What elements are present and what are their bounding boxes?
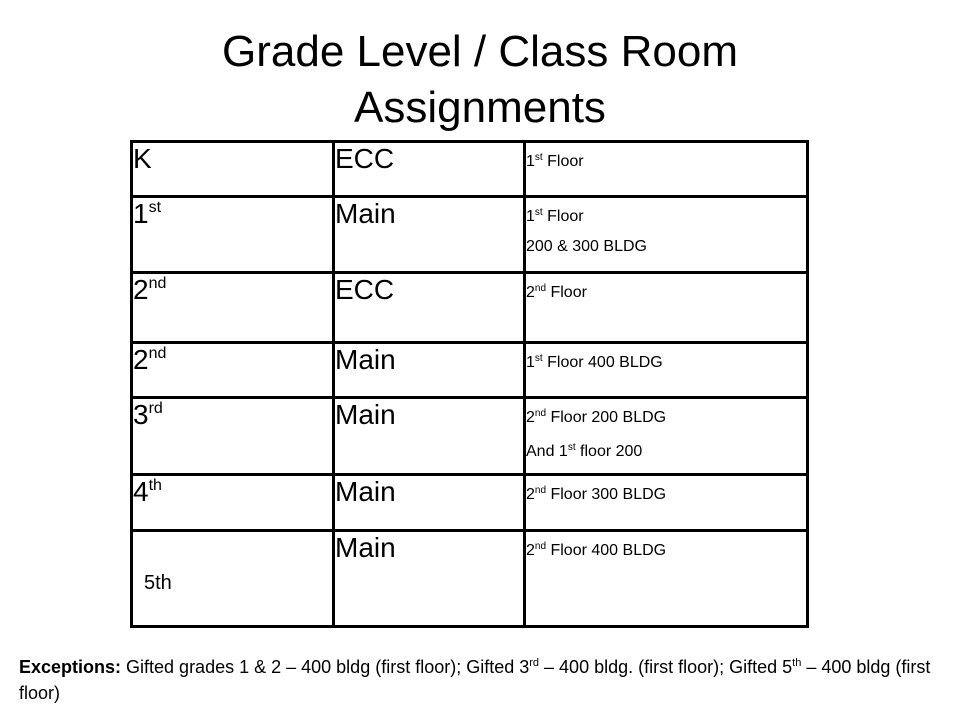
building-cell (334, 197, 525, 273)
building-cell (334, 142, 525, 197)
building-text: Main (335, 532, 396, 563)
table-row (132, 531, 808, 627)
location-cell (525, 197, 808, 273)
grade-cell (132, 531, 334, 627)
grade-cell (132, 142, 334, 197)
page-title (0, 24, 960, 136)
location-cell (525, 398, 808, 475)
location-line: 2nd Floor 300 BLDG (526, 485, 667, 503)
grade-text: 2 (133, 344, 149, 375)
building-text: Main (335, 399, 396, 430)
table-row (132, 142, 808, 197)
location-line: 2nd Floor 400 BLDG (526, 541, 667, 559)
title-line-1: Grade Level / Class Room (222, 27, 738, 76)
building-text: ECC (335, 143, 395, 174)
location-cell (525, 531, 808, 627)
exceptions-label: Exceptions: (19, 657, 122, 677)
table-row (132, 475, 808, 531)
building-text: Main (335, 476, 396, 507)
grade-text: 3 (133, 399, 149, 430)
building-text: Main (335, 198, 396, 229)
grade-text: 1 (133, 198, 149, 229)
grade-text: K (133, 143, 152, 174)
grade-cell (132, 273, 334, 343)
grade-text: 2 (133, 274, 149, 305)
grade-text: 5th (144, 572, 172, 594)
location-cell (525, 142, 808, 197)
exceptions-note: Exceptions: Gifted grades 1 & 2 – 400 bldg (first floor); Gifted 3rd – 400 bldg. (first floor); Gifted 5th – 400 bldg (first floor) (19, 657, 931, 703)
grade-cell (132, 398, 334, 475)
building-cell (334, 475, 525, 531)
grade-suffix: st (148, 199, 162, 216)
location-line: 1st Floor (526, 152, 584, 170)
grade-cell (132, 197, 334, 273)
location-cell (525, 343, 808, 398)
location-line: 1st Floor 400 BLDG (526, 353, 663, 371)
table-row (132, 343, 808, 398)
grade-text: 4 (133, 476, 149, 507)
location-cell (525, 273, 808, 343)
assignments-table (130, 140, 809, 628)
building-cell (334, 398, 525, 475)
grade-cell (132, 475, 334, 531)
grade-suffix: th (148, 477, 162, 494)
building-cell (334, 343, 525, 398)
table-row (132, 398, 808, 475)
building-cell (334, 273, 525, 343)
table-row (132, 273, 808, 343)
table-row (132, 197, 808, 273)
location-line: 2nd Floor 200 BLDG (526, 408, 667, 426)
title-line-2: Assignments (354, 83, 606, 132)
location-line: And 1st floor 200 (526, 442, 643, 460)
grade-suffix: nd (148, 275, 167, 292)
grade-suffix: nd (148, 345, 167, 362)
building-cell (334, 531, 525, 627)
location-line: 200 & 300 BLDG (526, 238, 647, 255)
location-cell (525, 475, 808, 531)
building-text: ECC (335, 274, 395, 305)
grade-cell (132, 343, 334, 398)
building-text: Main (335, 344, 396, 375)
grade-suffix: rd (148, 400, 163, 417)
location-line: 1st Floor (526, 207, 584, 225)
location-line: 2nd Floor (526, 283, 587, 301)
